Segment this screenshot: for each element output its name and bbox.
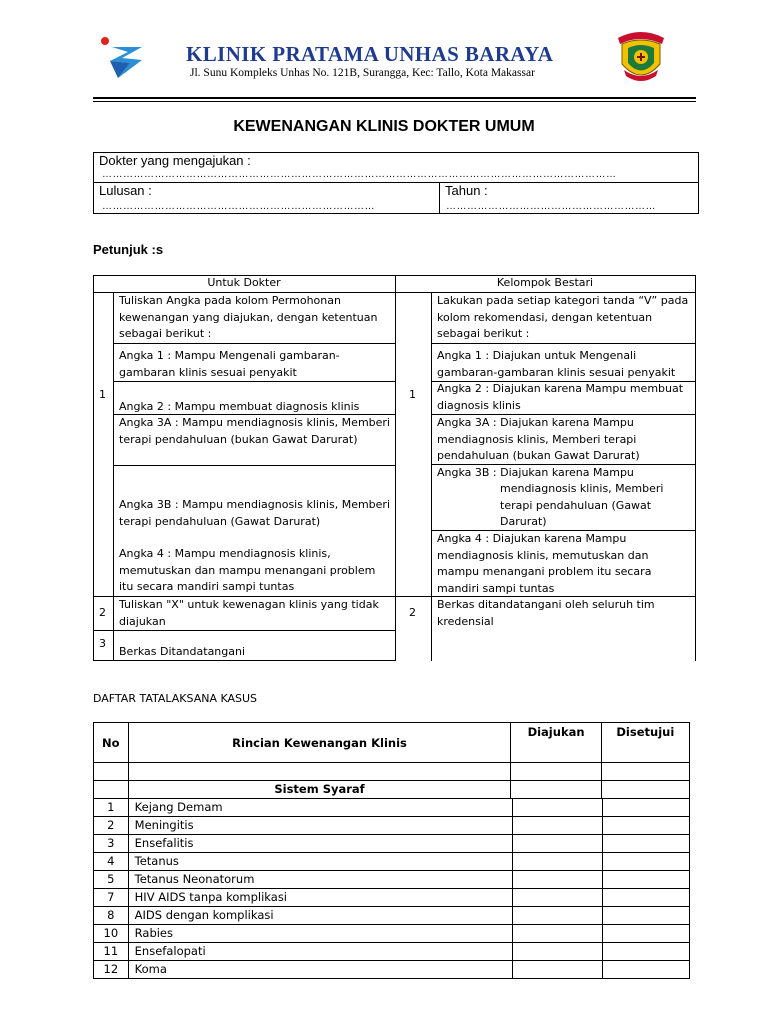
row-approved-cell[interactable] [602,943,689,961]
row-submitted-cell[interactable] [513,943,602,961]
cases-heading: DAFTAR TATALAKSANA KASUS [93,692,258,705]
applicant-box [93,152,699,214]
clinic-address: Jl. Sunu Kompleks Unhas No. 121B, Surangga, Kec: Tallo, Kota Makassar [190,67,535,79]
header-rule-thin [93,101,696,102]
row-submitted-cell[interactable] [513,889,602,907]
row-item: HIV AIDS tanpa komplikasi [128,889,512,907]
table-row [94,853,690,871]
table-row [94,943,690,961]
row-approved-cell[interactable] [602,871,689,889]
right-angka-3a: Angka 3A : Diajukan karena Mampu mendiagnosis klinis, Memberi terapi pendahuluan (bukan Gawat Darurat) [437,416,640,462]
left-group-3-number: 3 [99,637,106,650]
left-group-2-number: 2 [99,606,106,619]
clinic-swoosh-logo [96,34,148,82]
table-row [94,835,690,853]
doctor-field[interactable]: ………………………………………………………………………………………………………………………………… [102,170,617,180]
row-number: 1 [94,799,129,817]
row-approved-cell[interactable] [602,961,689,979]
row-item: AIDS dengan komplikasi [128,907,512,925]
row-item: Ensefalitis [128,835,512,853]
row-number: 5 [94,871,129,889]
right-angka-3b-first: Angka 3B : Diajukan karena Mampu [437,466,634,479]
row-item: Tetanus [128,853,512,871]
table-row [94,799,690,817]
table-row [94,889,690,907]
left-angka-2: Angka 2 : Mampu membuat diagnosis klinis [119,400,360,413]
section-title: Sistem Syaraf [128,781,511,799]
col-approved-header: Disetujui [601,723,689,763]
left-group-2-text: Tuliskan "X" untuk kewenagan klinis yang tidak diajukan [119,598,379,628]
doctor-label: Dokter yang mengajukan : [99,153,251,168]
row-item: Kejang Demam [128,799,512,817]
row-number: 4 [94,853,129,871]
row-approved-cell[interactable] [602,817,689,835]
left-group-1-number: 1 [99,388,106,401]
right-group-2-text: Berkas ditandatangani oleh seluruh tim kredensial [437,598,655,628]
row-number: 12 [94,961,129,979]
row-submitted-cell[interactable] [513,907,602,925]
row-item: Koma [128,961,512,979]
graduate-field[interactable]: …………………………………………………………………… [102,202,375,212]
left-angka-3b: Angka 3B : Mampu mendiagnosis klinis, Memberi terapi pendahuluan (Gawat Darurat) [119,498,391,528]
right-group-1-number: 1 [409,388,416,401]
instructions-table [93,275,696,661]
left-angka-4: Angka 4 : Mampu mendiagnosis klinis, memutuskan dan mampu menangani problem itu secara mandiri sampi tuntas [119,547,376,593]
header-untuk-dokter: Untuk Dokter [207,276,281,289]
document-title: KEWENANGAN KLINIS DOKTER UMUM [233,118,535,135]
col-item-header: Rincian Kewenangan Klinis [128,723,511,763]
right-angka-1: Angka 1 : Diajukan untuk Mengenali gambaran-gambaran klinis sesuai penyakit [437,349,676,379]
row-submitted-cell[interactable] [513,961,602,979]
header-kelompok-bestari: Kelompok Bestari [496,276,594,289]
year-field[interactable]: …………………………………………………… [446,202,656,212]
row-number: 2 [94,817,129,835]
table-row [94,961,690,979]
row-number: 8 [94,907,129,925]
row-approved-cell[interactable] [602,907,689,925]
clinic-name: KLINIK PRATAMA UNHAS BARAYA [186,42,554,66]
row-approved-cell[interactable] [602,853,689,871]
row-number: 10 [94,925,129,943]
instructions-heading: Petunjuk :s [93,242,164,257]
table-row [94,817,690,835]
right-angka-4: Angka 4 : Diajukan karena Mampu mendiagnosis klinis, memutuskan dan mampu menangani problem itu secara mandiri sampi tuntas [437,532,652,595]
header-rule [93,97,696,99]
left-angka-1: Angka 1 : Mampu Mengenali gambaran-gambaran klinis sesuai penyakit [119,349,340,379]
right-angka-3b-rest: mendiagnosis klinis, Memberi terapi pendahuluan (Gawat Darurat) [500,482,664,528]
row-submitted-cell[interactable] [513,799,602,817]
row-submitted-cell[interactable] [513,871,602,889]
row-submitted-cell[interactable] [513,925,602,943]
row-approved-cell[interactable] [602,835,689,853]
row-submitted-cell[interactable] [513,853,602,871]
row-approved-cell[interactable] [602,799,689,817]
left-angka-3a: Angka 3A : Mampu mendiagnosis klinis, Memberi terapi pendahuluan (bukan Gawat Darurat) [119,416,390,446]
right-intro: Lakukan pada setiap kategori tanda “V” pada kolom rekomendasi, dengan ketentuan sebagai berikut : [437,294,689,340]
row-approved-cell[interactable] [602,889,689,907]
left-group-3-text: Berkas Ditandatangani [119,645,246,658]
unhas-crest-logo [610,24,672,88]
left-intro: Tuliskan Angka pada kolom Permohonan kewenangan yang diajukan, dengan ketentuan sebagai berikut : [119,294,378,340]
table-row [94,925,690,943]
col-submitted-header: Diajukan [511,723,601,763]
graduate-label: Lulusan : [99,183,152,198]
row-item: Tetanus Neonatorum [128,871,512,889]
right-angka-2: Angka 2 : Diajukan karena Mampu membuat diagnosis klinis [437,382,684,412]
col-no-header: No [94,723,129,763]
row-number: 11 [94,943,129,961]
year-label: Tahun : [445,183,488,198]
right-group-2-number: 2 [409,606,416,619]
row-number: 3 [94,835,129,853]
row-submitted-cell[interactable] [513,835,602,853]
row-submitted-cell[interactable] [513,817,602,835]
row-number: 7 [94,889,129,907]
row-item: Rabies [128,925,512,943]
cases-table [93,722,690,979]
row-approved-cell[interactable] [602,925,689,943]
row-item: Meningitis [128,817,512,835]
row-item: Ensefalopati [128,943,512,961]
table-row [94,907,690,925]
table-row [94,871,690,889]
